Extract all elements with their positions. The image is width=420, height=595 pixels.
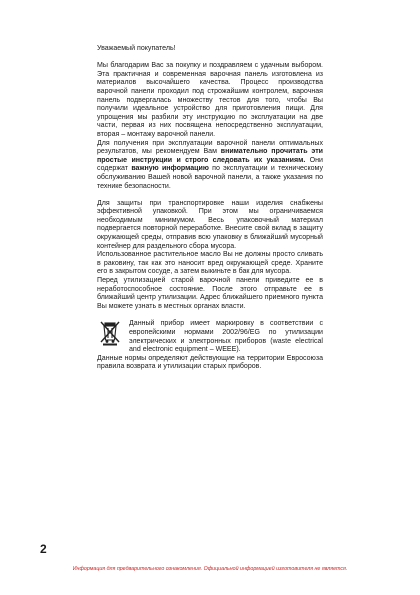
footer-disclaimer: Информация для предварительного ознакомления. Официальной информацией изготовителя не является. (72, 566, 348, 572)
intro-paragraph: Мы благодарим Вас за покупку и поздравляем с удачным выбором. Эта практичная и современная варочная панель изготовлена из материалов высочайшего качества. Процесс производства варочной панели проходил под строжайшим контролем, варочная панель подвергалась множеству тестов для того, чтобы Вы получили идеальное устройство для приготовления пищи. Для упрощения мы разбили эту инструкцию по эксплуатации на две части, первая из них посвящена непосредственно эксплуатации, вторая – монтажу варочной панели. (97, 62, 323, 138)
crossed-bin-icon (99, 320, 121, 346)
instr-text-2: Они содержат (97, 156, 323, 173)
weee-paragraph: Данный прибор имеет маркировку в соответствии с европейскими нормами 2002/96/EG по утилизации электрических и электронных приборов (waste electrical and electronic equipment – WEEE). (129, 320, 323, 354)
instr-text-3: по эксплуатации и техническому обслуживанию Вашей новой варочной панели, а также указания по технике безопасности. (97, 165, 323, 190)
packaging-paragraph: Для защиты при транспортировке наши изделия снабжены эффективной упаковкой. При этом мы ограничиваемся необходимым минимумом. Весь упаковочный материал подвергается повторной переработке. Внесите свой вклад в защиту окружающей среды, отправив всю упаковку в ближайший мусорный контейнер для раздельного сбора мусора. (97, 199, 323, 250)
disposal-paragraph: Перед утилизацией старой варочной панели приведите ее в неработоспособное состояние. После этого отправьте ее в ближайший центр утилизации. Адрес ближайшего приемного пункта Вы можете узнать в местных органах власти. (97, 277, 323, 310)
instr-bold-2: важную информацию (131, 165, 209, 173)
weee-block (97, 320, 323, 354)
oil-paragraph: Использованное растительное масло Вы не должны просто сливать в раковину, так как это наносит вред окружающей среде. Храните его в закрытом сосуде, а затем выкиньте в бак для мусора. (97, 251, 323, 276)
page-number: 2 (40, 542, 47, 556)
greeting: Уважаемый покупатель! (97, 45, 176, 52)
instructions-paragraph (97, 140, 323, 192)
instr-text-1: Для получения при эксплуатации варочной панели оптимальных результатов, мы рекомендуем Вам (97, 139, 323, 156)
instr-bold-1: внимательно прочитать эти простые инструкции и строго следовать их указаниям. (97, 148, 324, 164)
regulations-paragraph: Данные нормы определяют действующие на территории Евросоюза правила возврата и утилизации старых приборов. (97, 354, 323, 371)
main-text (97, 45, 323, 372)
spacer (97, 191, 323, 200)
